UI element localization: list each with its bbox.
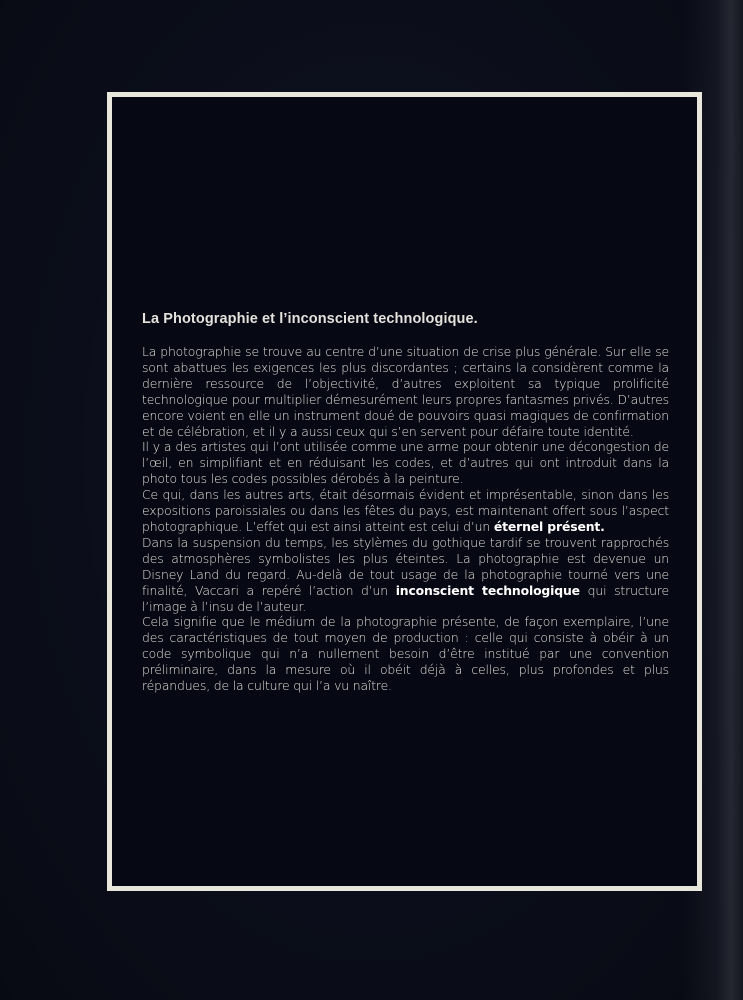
paragraph-1 xyxy=(142,344,669,439)
paragraph-5-text: Cela signifie que le médium de la photographie présente, de façon exemplaire, l’une des caractéristiques de tout moyen de production : celle qui consiste à obéir à un code symbolique qui n’a nullement besoin d’être institué par une convention préliminaire, dans la mesure où il obéit déjà à celles, plus profondes et plus répandues, de la culture qui l’a vu naître. xyxy=(142,614,669,694)
paragraph-4-text-end: qui structure l’image à l’insu de l’auteur. xyxy=(142,582,669,614)
emphasis-inconscient-technologique: inconscient technologique xyxy=(395,582,580,598)
paragraph-3-text: Ce qui, dans les autres arts, était désormais évident et imprésentable, sinon dans les expositions paroissiales ou dans les fêtes du pays, est maintenant offert sous l’aspect photographique. L’effet qui est ainsi atteint est celui d’un xyxy=(142,487,669,534)
paragraph-4 xyxy=(142,535,669,615)
paragraph-2-text: Il y a des artistes qui l’ont utilisée comme une arme pour obtenir une décongestion de l’œil, en simplifiant et en réduisant les codes, et d’autres qui ont introduit dans la photo tous les codes possibles dérobés à la peinture. xyxy=(142,439,669,487)
cover-title: La Photographie et l’inconscient technologique. xyxy=(142,311,478,327)
paragraph-3 xyxy=(142,487,669,535)
cover-text-block xyxy=(142,311,669,694)
paragraph-4-text: Dans la suspension du temps, les stylèmes du gothique tardif se trouvent rapprochés des atmosphères symbolistes les plus éteintes. La photographie est devenue un Disney Land du regard. Au-delà de tout usage de la photographie tourné vers une finalité, Vaccari a repéré l’action d’un xyxy=(142,534,669,598)
paragraph-5 xyxy=(142,614,669,694)
text-frame xyxy=(107,92,702,891)
paragraph-2 xyxy=(142,439,669,487)
paragraph-1-text: La photographie se trouve au centre d’une situation de crise plus générale. Sur elle se sont abattues les exigences les plus discordantes ; certains la considèrent comme la dernière ressource de l’objectivité, d’autres exploitent sa typique prolificité technologique pour multiplier démesurément leurs propres fantasmes privés. D’autres encore voient en elle un instrument doué de pouvoirs quasi magiques de confirmation et de célébration, et il y a aussi ceux qui s’en servent pour défaire toute identité. xyxy=(142,344,669,439)
emphasis-eternel-present: éternel présent. xyxy=(493,518,605,534)
